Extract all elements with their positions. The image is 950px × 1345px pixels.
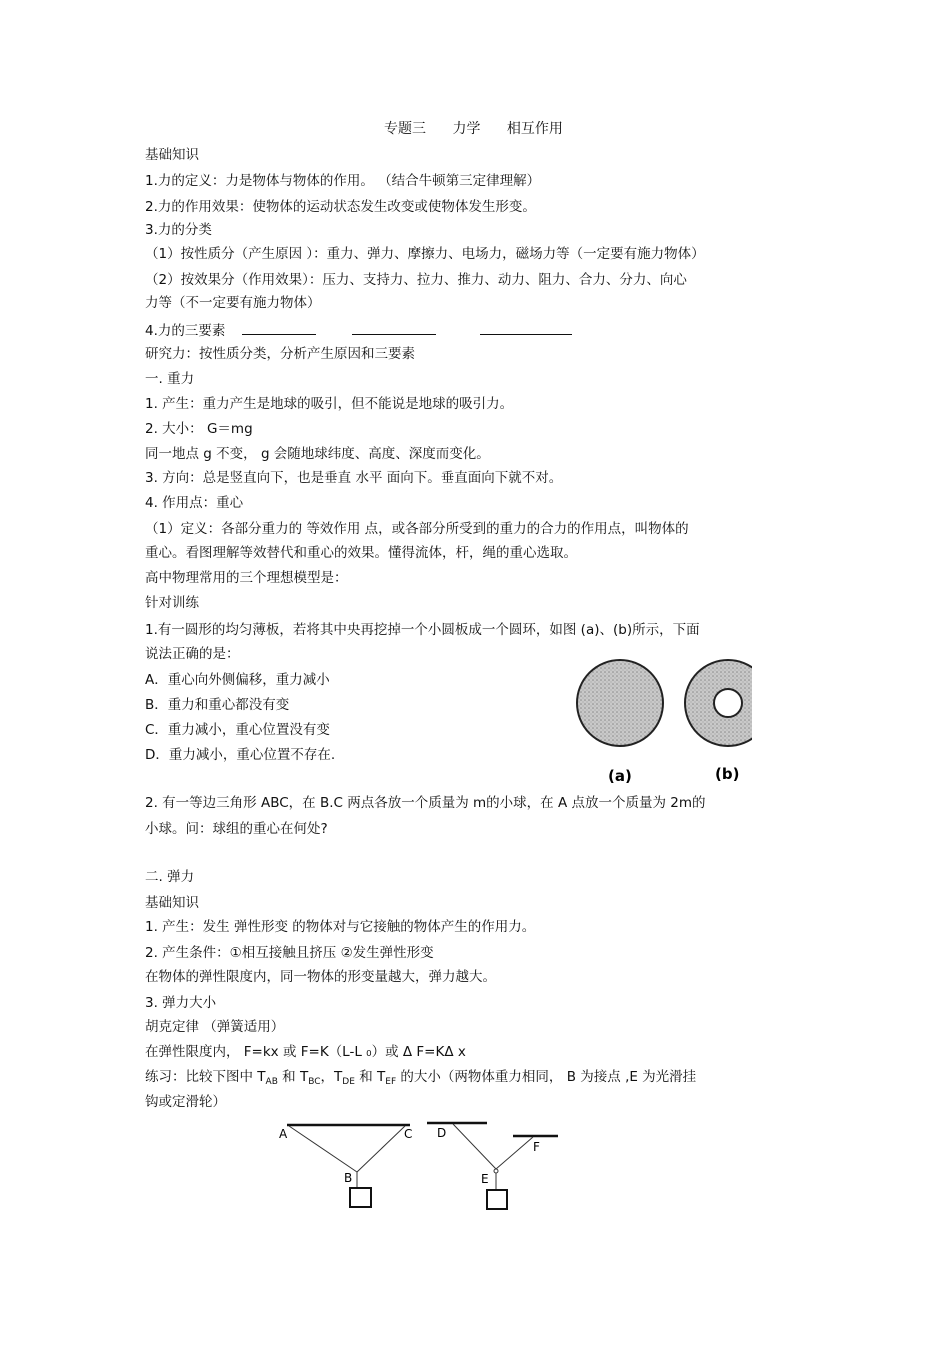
- rope-ab: [289, 1126, 357, 1172]
- text-question-2-cont: 小球。问：球组的重心在何处?: [145, 821, 328, 837]
- text-elastic-conditions: 2. 产生条件：①相互接触且挤压 ②发生弹性形变: [145, 945, 434, 961]
- heading-gravity: 一. 重力: [145, 371, 195, 387]
- label-point-c: C: [404, 1127, 413, 1141]
- text-gravity-variation: 同一地点 g 不变， g 会随地球纬度、高度、深度而变化。: [145, 446, 490, 462]
- label-point-a: A: [279, 1127, 288, 1141]
- text-center-definition: （1）定义：各部分重力的 等效作用 点，或各部分所受到的重力的合力的作用点，叫物体的: [145, 521, 689, 537]
- exercise-part-1: 练习：比较下图中 T: [145, 1069, 266, 1085]
- text-gravity-origin: 1. 产生：重力产生是地球的吸引，但不能说是地球的吸引力。: [145, 396, 514, 412]
- solid-disk: [577, 660, 663, 746]
- option-d: D．重力减小，重心位置不存在.: [145, 747, 336, 763]
- text-class-by-effect-cont: 力等（不一定要有施力物体）: [145, 295, 321, 311]
- three-elements-label: 4.力的三要素: [145, 323, 226, 339]
- heading-force-classification: 3.力的分类: [145, 222, 212, 238]
- text-question-2: 2. 有一等边三角形 ABC，在 B.C 两点各放一个质量为 m的小球，在 A 点放一个质量为 2m的: [145, 795, 706, 811]
- exercise-part-4: 和 T: [354, 1069, 386, 1085]
- heading-elastic-force: 二. 弹力: [145, 869, 195, 885]
- exercise-part-2: 和 T: [277, 1069, 309, 1085]
- sub-ef: EF: [385, 1077, 397, 1087]
- text-force-definition: 1.力的定义：力是物体与物体的作用。 （结合牛顿第三定律理解）: [145, 173, 541, 189]
- label-b: (b): [715, 765, 740, 783]
- text-elastic-limit: 在物体的弹性限度内，同一物体的形变量越大，弹力越大。: [145, 969, 496, 985]
- title-part-3: 相互作用: [506, 121, 563, 137]
- option-c: C．重力减小，重心位置没有变: [145, 722, 330, 738]
- ring-hole: [714, 689, 742, 717]
- label-a: (a): [608, 767, 632, 785]
- blank-line-2: [352, 322, 436, 335]
- figure-ropes: [270, 1115, 570, 1215]
- heading-elastic-magnitude: 3. 弹力大小: [145, 995, 217, 1011]
- pulley-e: [494, 1169, 498, 1173]
- heading-basic-knowledge-2: 基础知识: [145, 895, 199, 911]
- text-gravity-center: 4. 作用点：重心: [145, 495, 244, 511]
- text-hooke-formula: 在弹性限度内， F=kx 或 F=K（L-L ₀）或 Δ F=KΔ x: [145, 1044, 466, 1060]
- rope-de: [453, 1124, 496, 1169]
- text-hooke-law: 胡克定律 （弹簧适用）: [145, 1019, 285, 1035]
- text-gravity-magnitude: 2. 大小： G＝mg: [145, 421, 253, 437]
- label-point-b: B: [344, 1171, 353, 1185]
- rope-ef: [496, 1137, 533, 1169]
- exercise-part-3: ，T: [320, 1069, 343, 1085]
- label-point-f: F: [533, 1140, 540, 1154]
- text-class-by-effect: （2）按效果分（作用效果）：压力、支持力、拉力、推力、动力、阻力、合力、分力、向心: [145, 272, 687, 288]
- text-ideal-models: 高中物理常用的三个理想模型是：: [145, 570, 348, 586]
- title-part-2: 力学: [452, 121, 481, 137]
- rope-bc: [357, 1126, 405, 1172]
- option-b: B．重力和重心都没有变: [145, 697, 290, 713]
- sub-ab: AB: [265, 1077, 278, 1087]
- weight-left: [350, 1188, 371, 1207]
- sub-de: DE: [342, 1077, 355, 1087]
- exercise-part-5: 的大小（两物体重力相同， B 为接点 ,E 为光滑挂: [396, 1069, 697, 1085]
- text-gravity-direction: 3. 方向：总是竖直向下，也是垂直 水平 面向下。垂直面向下就不对。: [145, 470, 563, 486]
- label-point-d: D: [437, 1126, 447, 1140]
- text-three-elements: [145, 322, 572, 340]
- weight-right: [487, 1190, 507, 1209]
- text-question-1-cont: 说法正确的是：: [145, 646, 240, 662]
- text-center-definition-cont: 重心。看图理解等效替代和重心的效果。懂得流体，杆，绳的重心选取。: [145, 545, 577, 561]
- page-title: [384, 120, 585, 138]
- heading-practice: 针对训练: [145, 595, 199, 611]
- blank-line-1: [242, 322, 316, 335]
- text-question-1: 1.有一圆形的均匀薄板，若将其中央再挖掉一个小圆板成一个圆环，如图 (a)、(b)所示，下面: [145, 622, 700, 638]
- blank-line-3: [480, 322, 572, 335]
- figure-disks: [572, 655, 752, 787]
- text-study-force: 研究力：按性质分类，分析产生原因和三要素: [145, 346, 415, 362]
- text-class-by-nature: （1）按性质分（产生原因 ）：重力、弹力、摩擦力、电场力，磁场力等（一定要有施力物体）: [145, 246, 705, 262]
- text-exercise-cont: 钩或定滑轮）: [145, 1094, 226, 1110]
- text-elastic-origin: 1. 产生：发生 弹性形变 的物体对与它接触的物体产生的作用力。: [145, 919, 536, 935]
- text-exercise: [145, 1068, 696, 1091]
- sub-bc: BC: [308, 1077, 321, 1087]
- text-force-effect: 2.力的作用效果：使物体的运动状态发生改变或使物体发生形变。: [145, 199, 536, 215]
- label-point-e: E: [481, 1172, 489, 1186]
- option-a: A．重心向外侧偏移，重力减小: [145, 672, 330, 688]
- title-part-1: 专题三: [384, 121, 426, 137]
- heading-basic-knowledge: 基础知识: [145, 147, 199, 163]
